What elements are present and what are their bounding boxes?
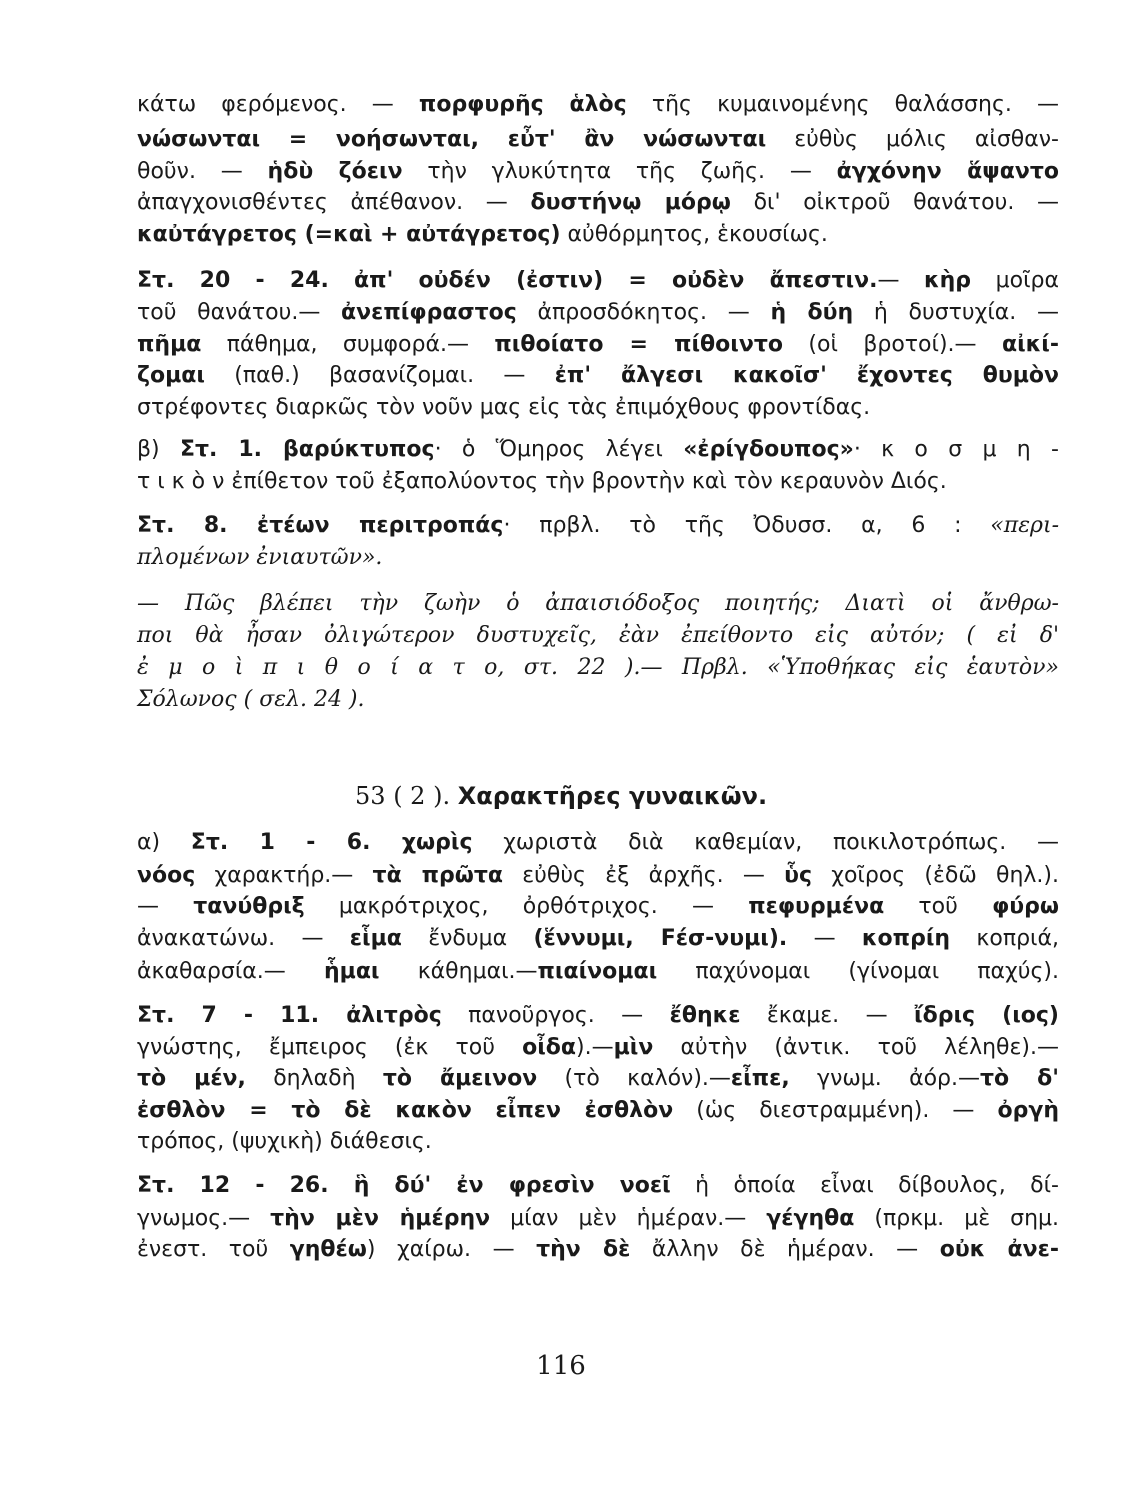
text-line [137, 188, 1059, 218]
bold-term: γηθέω [289, 1237, 367, 1262]
bold-term: πεφυρμένα [748, 894, 885, 919]
plain-text: · κ ο σ μ η - [853, 437, 1059, 462]
plain-text: τ ι κ ὸ ν ἐπίθετον τοῦ ἐξαπολύοντος τὴν βροντὴν καὶ τὸν κεραυνὸν Διός. [137, 469, 947, 494]
plain-text: τῆς κυμαινομένης θαλάσσης. — [626, 92, 1059, 117]
bold-term: «ἐρίγδουπος» [683, 437, 854, 462]
bold-term: νόος [137, 863, 196, 888]
italic-text: ποι θὰ ἦσαν ὀλιγώτερον δυστυχεῖς, ἐὰν ἐπείθοντο εἰς αὐτόν; ( εἰ δ' [137, 623, 1059, 648]
plain-text: ἡ δυστυχία. — [853, 300, 1059, 325]
plain-text: αὐθόρμητος, ἑκουσίως. [560, 222, 828, 247]
text-line [137, 653, 1059, 683]
plain-text: μακρότριχος, ὀρθότριχος. — [304, 894, 749, 919]
bold-term: Στ. 1. βαρύκτυπος [179, 437, 435, 462]
plain-text: πάθημα, συμφορά.— [201, 332, 495, 357]
bold-term: τὸ μέν, [137, 1066, 246, 1091]
plain-text: (πρκμ. μὲ σημ. [854, 1206, 1060, 1231]
text-line [137, 220, 1059, 250]
text-line [137, 924, 1059, 954]
plain-text: ἀπαγχονισθέντες ἀπέθανον. — [137, 190, 531, 215]
text-line [137, 361, 1059, 391]
bold-term: πιαίνομαι [537, 959, 658, 984]
plain-text: ἔκαμε. — [740, 1003, 915, 1028]
plain-text: κάτω φερόμενος. — [137, 92, 419, 117]
bold-term: ἐσθλὸν = τὸ δὲ κακὸν εἶπεν ἐσθλὸν [137, 1098, 674, 1123]
text-line [137, 589, 1059, 619]
text-line [137, 467, 1059, 497]
italic-text: ἐ μ ο ὶ π ι θ ο ί α τ ο, στ. 22 ).— Πρβλ. «Ὑποθήκας εἰς ἑαυτὸν» [137, 655, 1059, 680]
bold-term: κοπρίη [861, 926, 951, 951]
bold-term: οἶδα [522, 1035, 577, 1060]
bold-term: τὰ πρῶτα [372, 863, 504, 888]
bold-term: τὸ δ' [980, 1066, 1059, 1091]
bold-term: ζομαι [137, 363, 205, 388]
text-line [137, 298, 1059, 328]
text-line [137, 1064, 1059, 1094]
plain-text: (οἱ βροτοί).— [782, 332, 1002, 357]
bold-term: ἔθηκε [669, 1003, 741, 1028]
bold-term: τὴν μὲν ἡμέρην [270, 1206, 491, 1231]
bold-term: ἀλιτρὸς [346, 1003, 442, 1028]
italic-text: — Πῶς βλέπει τὴν ζωὴν ὁ ἀπαισιόδοξος ποιητής; Διατὶ οἱ ἄνθρω- [137, 591, 1059, 616]
plain-text: ἀπροσδόκητος. — [516, 300, 771, 325]
italic-text: Σόλωνος ( σελ. 24 ). [137, 687, 365, 712]
plain-text: (τὸ καλόν).— [537, 1066, 731, 1091]
text-line [137, 1127, 1059, 1157]
bold-term: μὶν [613, 1035, 654, 1060]
text-line [137, 330, 1059, 360]
plain-text: κάθημαι.— [379, 959, 538, 984]
text-line [137, 861, 1059, 891]
plain-text: β) [137, 437, 180, 462]
text-line [137, 1204, 1059, 1234]
section-heading [355, 780, 767, 812]
plain-text: κοπριά, [950, 926, 1059, 951]
plain-text: μοῖρα [971, 268, 1059, 293]
plain-text: στρέφοντες διαρκῶς τὸν νοῦν μας εἰς τὰς ἐπιμόχθους φροντίδας. [137, 395, 871, 420]
plain-text: (παθ.) βασανίζομαι. — [205, 363, 555, 388]
plain-text: ἀνακατώνω. — [137, 926, 350, 951]
plain-text: τοῦ θανάτου.— [137, 300, 342, 325]
plain-text: γνώστης, ἔμπειρος (ἐκ τοῦ [137, 1035, 523, 1060]
text-line [137, 90, 1059, 120]
bold-term: Στ. 8. ἐτέων περιτροπάς [137, 513, 504, 538]
plain-text: αὐτὴν (ἀντικ. τοῦ λέληθε).— [653, 1035, 1059, 1060]
text-line [137, 1001, 1059, 1031]
plain-text: — [877, 268, 924, 293]
text-line [137, 125, 1059, 155]
plain-text: τοῦ [884, 894, 993, 919]
plain-text: χοῖρος (ἐδῶ θηλ.). [812, 863, 1059, 888]
bold-term: Στ. 20 - 24. ἀπ' οὐδέν (ἐστιν) = οὐδὲν ἄπεστιν. [137, 268, 878, 293]
italic-text: «περι- [990, 513, 1059, 538]
bold-term: εἶπε, [730, 1066, 790, 1091]
text-line [137, 1096, 1059, 1126]
plain-text: — [137, 894, 194, 919]
bold-term: κὴρ [924, 268, 972, 293]
bold-term: πορφυρῆς ἁλὸς [418, 92, 627, 117]
plain-text: χωριστὰ διὰ καθεμίαν, ποικιλοτρόπως. — [472, 830, 1060, 855]
plain-text: παχύνομαι (γίνομαι παχύς). [657, 959, 1059, 984]
bold-term: εἷμα [349, 926, 402, 951]
text-line [137, 621, 1059, 651]
bold-term: ἡ δύη [770, 300, 854, 325]
bold-term: γέγηθα [766, 1206, 855, 1231]
plain-text: δηλαδὴ [245, 1066, 383, 1091]
bold-term: ἧμαι [323, 959, 380, 984]
section-number: 53 [355, 782, 386, 810]
bold-term: ὗς [784, 863, 812, 888]
plain-text: εὐθὺς ἐξ ἀρχῆς. — [503, 863, 785, 888]
plain-text: · πρβλ. τὸ τῆς Ὀδυσσ. α, 6 : [503, 513, 991, 538]
bold-term: πῆμα [137, 332, 202, 357]
text-line [137, 828, 1059, 858]
bold-term: δυστήνῳ μόρῳ [530, 190, 731, 215]
section-title: Χαρακτῆρες γυναικῶν. [457, 782, 768, 810]
plain-text: τρόπος, (ψυχικὴ) διάθεσις. [137, 1129, 432, 1154]
plain-text: · ὁ Ὅμηρος λέγει [434, 437, 684, 462]
text-line [137, 157, 1059, 187]
plain-text: ἐνεστ. τοῦ [137, 1237, 290, 1262]
bold-term: (ἕννυμι, Fέσ-νυμι). [533, 926, 788, 951]
plain-text: ἔνδυμα [401, 926, 534, 951]
text-line [137, 266, 1059, 296]
plain-text: εὐθὺς μόλις αἰσθαν- [766, 127, 1059, 152]
bold-term: ὀργὴ [997, 1098, 1059, 1123]
section-subnumber: ( 2 ). [393, 782, 451, 810]
plain-text: δι' οἰκτροῦ θανάτου. — [730, 190, 1060, 215]
bold-term: τὸ ἄμεινον [382, 1066, 538, 1091]
plain-text: — [787, 926, 862, 951]
plain-text: ) χαίρω. — [366, 1237, 537, 1262]
page-number: 116 [536, 1351, 586, 1381]
text-line [137, 1171, 1059, 1201]
plain-text: (ὡς διεστραμμένη). — [673, 1098, 998, 1123]
plain-text: ἄλλην δὲ ἡμέραν. — [630, 1237, 940, 1262]
plain-text: ).— [576, 1035, 614, 1060]
plain-text: χαρακτήρ.— [195, 863, 373, 888]
plain-text: μίαν μὲν ἡμέραν.— [490, 1206, 767, 1231]
plain-text: ἀκαθαρσία.— [137, 959, 324, 984]
plain-text: α) [137, 830, 191, 855]
text-line [137, 543, 1059, 573]
bold-term: Στ. 1 - 6. χωρὶς [190, 830, 473, 855]
bold-term: ἀνεπίφραστος [341, 300, 517, 325]
bold-term: Στ. 7 - 11. [137, 1003, 347, 1028]
plain-text: τὴν γλυκύτητα τῆς ζωῆς. — [402, 159, 837, 184]
text-line [137, 957, 1059, 987]
text-line [137, 393, 1059, 423]
text-line [137, 892, 1059, 922]
text-line [137, 685, 1059, 715]
text-line [137, 1235, 1059, 1265]
bold-term: ἐπ' ἄλγεσι κακοῖσ' ἔχοντες θυμὸν [554, 363, 1059, 388]
plain-text: γνωμος.— [137, 1206, 271, 1231]
bold-term: νώσωνται = νοήσωνται, εὖτ' ἂν νώσωνται [137, 127, 767, 152]
bold-term: πιθοίατο = πίθοιντο [494, 332, 783, 357]
plain-text: ἡ ὁποία εἶναι δίβουλος, δί- [670, 1173, 1059, 1198]
plain-text: πανοῦργος. — [441, 1003, 670, 1028]
bold-term: καὐτάγρετος (=καὶ + αὐτάγρετος) [137, 222, 561, 247]
plain-text: θοῦν. — [137, 159, 268, 184]
plain-text: γνωμ. ἀόρ.— [789, 1066, 981, 1091]
bold-term: Στ. 12 - 26. ἣ δύ' ἐν φρεσὶν νοεῖ [137, 1173, 671, 1198]
bold-term: ἀγχόνην ἅψαντο [836, 159, 1059, 184]
text-line [137, 511, 1059, 541]
bold-term: τὴν δὲ [536, 1237, 631, 1262]
bold-term: ἡδὺ ζόειν [267, 159, 403, 184]
text-line [137, 1033, 1059, 1063]
bold-term: τανύθριξ [193, 894, 305, 919]
bold-term: αἰκί- [1001, 332, 1059, 357]
bold-term: οὐκ ἀνε- [939, 1237, 1059, 1262]
bold-term: ἴδρις (ιος) [914, 1003, 1059, 1028]
text-line [137, 435, 1059, 465]
bold-term: φύρω [992, 894, 1059, 919]
italic-text: πλομένων ἐνιαυτῶν». [137, 545, 383, 570]
